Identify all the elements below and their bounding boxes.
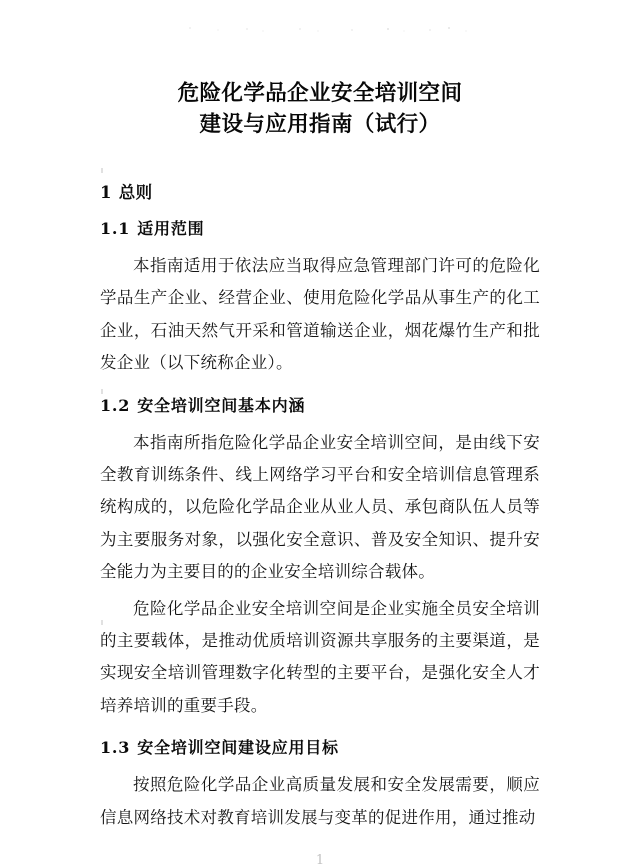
page-title-line-2: 建设与应用指南（试行）	[199, 112, 441, 137]
paragraph-1-1-1: 本指南适用于依法应当取得应急管理部门许可的危险化学品生产企业、经营企业、使用危险化学品从事生产的化工企业，石油天然气开采和管道输送企业，烟花爆竹生产和批发企业（以下统称企业）。	[100, 256, 540, 373]
paragraph-1-2-1: 本指南所指危险化学品企业安全培训空间，是由线下安全教育训练条件、线上网络学习平台和安全培训信息管理系统构成的，以危险化学品企业从业人员、承包商队伍人员等为主要服务对象，以强化安全意识、普及安全知识、提升安全能力为主要目的的企业安全培训综合载体。	[100, 432, 540, 582]
section-heading-1-2	[100, 380, 540, 418]
page-title-line-1: 危险化学品企业安全培训空间	[177, 81, 463, 106]
paragraph-1-2-2: 危险化学品企业安全培训空间是企业实施全员安全培训的主要载体，是推动优质培训资源共享服务的主要渠道，是实现安全培训管理数字化转型的主要平台，是强化安全人才培养培训的重要手段。	[100, 598, 540, 715]
section-heading-1-3	[100, 722, 540, 760]
section-heading-1-1	[100, 205, 540, 241]
document-body	[100, 0, 540, 834]
section-title-1-3: 安全培训空间建设应用目标	[137, 738, 339, 758]
section-title-1: 总则	[118, 183, 153, 202]
page-number: 1	[315, 853, 325, 868]
section-title-1-1: 适用范围	[137, 219, 205, 238]
paragraph-1-3-1: 按照危险化学品企业高质量发展和安全发展需要，顺应信息网络技术对教育培训发展与变革的促进作用，通过推动	[100, 775, 540, 827]
section-number-1-3: 1.3	[100, 738, 131, 758]
section-heading-1	[100, 140, 540, 205]
section-number-1-1: 1.1	[100, 219, 131, 238]
page-title	[100, 0, 540, 140]
section-number-1: 1	[100, 183, 112, 202]
section-title-1-2: 安全培训空间基本内涵	[137, 395, 306, 415]
section-number-1-2: 1.2	[100, 395, 131, 415]
